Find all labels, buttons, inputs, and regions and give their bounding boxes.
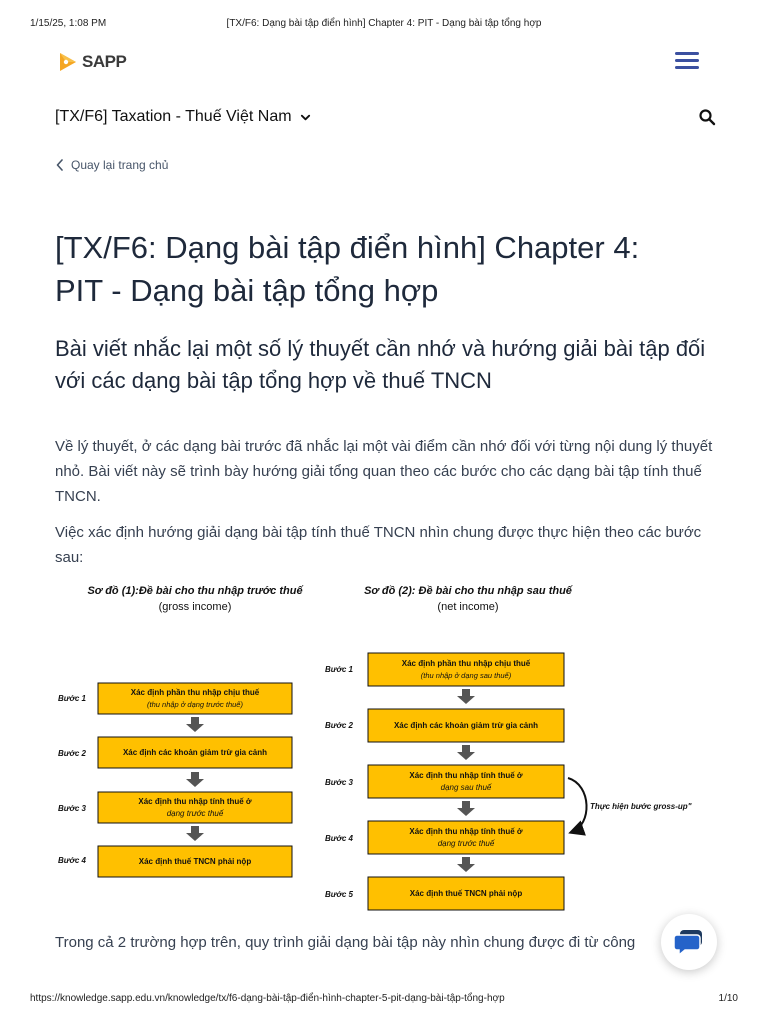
right-step-3-text2: dạng sau thuế (440, 783, 492, 792)
logo-text: SAPP (82, 52, 127, 71)
article-paragraph-1: Về lý thuyết, ở các dạng bài trước đã nhắc lại một vài điểm cần nhớ đối với từng nội dung lý thuyết nhỏ. Bài viết này sẽ trình bày hướng giải tổng quan theo các bước cho các dạng bài tập tính thuế TNCN. (55, 438, 713, 505)
left-step-2-text: Xác định các khoản giảm trừ gia cảnh (122, 748, 268, 757)
right-step-4-label: Bước 4 (325, 834, 353, 843)
down-arrow-icon (186, 826, 204, 841)
right-step-4-box (368, 821, 564, 854)
right-step-1-box (368, 653, 564, 686)
left-diagram-subtitle: (gross income) (158, 601, 232, 613)
category-dropdown[interactable] (55, 108, 311, 126)
left-step-3-label: Bước 3 (58, 804, 86, 813)
left-step-1-label: Bước 1 (58, 694, 86, 703)
right-step-5-label: Bước 5 (325, 890, 353, 899)
chat-button[interactable] (661, 914, 717, 970)
left-step-4-label: Bước 4 (58, 856, 86, 865)
right-diagram-subtitle: (net income) (437, 601, 499, 613)
article-paragraph-3: Trong cả 2 trường hợp trên, quy trình giải dạng bài tập này nhìn chung được đi từ công (55, 934, 636, 951)
print-page-count: 1/10 (718, 993, 738, 1004)
pit-process-diagram (50, 580, 710, 920)
hamburger-line (675, 66, 699, 69)
left-diagram-title: Sơ đồ (1):Đề bài cho thu nhập trước thuế (87, 585, 303, 597)
right-step-1-note: (thu nhập ở dạng sau thuế) (420, 671, 512, 680)
print-date: 1/15/25, 1:08 PM (30, 18, 107, 29)
left-step-2-label: Bước 2 (58, 749, 86, 758)
left-step-4-text: Xác định thuế TNCN phải nộp (138, 857, 252, 866)
hamburger-icon (675, 52, 699, 55)
print-doc-title: [TX/F6: Dạng bài tập điển hình] Chapter 4: PIT - Dạng bài tập tổng hợp (226, 18, 542, 29)
right-step-4-text2: dạng trước thuế (437, 839, 495, 848)
right-step-5-text: Xác định thuế TNCN phải nộp (409, 889, 523, 898)
right-step-3-label: Bước 3 (325, 778, 353, 787)
right-diagram-title: Sơ đồ (2): Đề bài cho thu nhập sau thuế (364, 585, 572, 597)
gross-up-note: Thực hiện bước gross-up" (590, 802, 692, 811)
left-step-3-text2: dạng trước thuế (166, 809, 224, 818)
right-step-2-text: Xác định các khoản giảm trừ gia cảnh (393, 721, 539, 730)
right-step-3-box (368, 765, 564, 798)
back-to-home-link[interactable] (56, 158, 168, 172)
search-icon[interactable] (698, 108, 716, 126)
back-link-label: Quay lại trang chủ (71, 158, 169, 172)
sapp-logo[interactable] (57, 50, 126, 74)
left-step-1-note: (thu nhập ở dạng trước thuế) (147, 700, 243, 709)
right-step-1-label: Bước 1 (325, 665, 353, 674)
page-title: [TX/F6: Dạng bài tập điển hình] Chapter 4: PIT - Dạng bài tập tổng hợp (55, 230, 640, 308)
down-arrow-icon (186, 772, 204, 787)
left-step-3-text: Xác định thu nhập tính thuế ở (138, 797, 252, 806)
right-step-3-text: Xác định thu nhập tính thuế ở (409, 771, 523, 780)
chat-bubble-icon (674, 928, 704, 956)
article-paragraph-2: Việc xác định hướng giải dạng bài tập tính thuế TNCN nhìn chung được thực hiện theo các bước sau: (55, 524, 702, 566)
right-step-4-text: Xác định thu nhập tính thuế ở (409, 827, 523, 836)
chevron-left-icon (56, 159, 64, 171)
down-arrow-icon (457, 689, 475, 704)
hamburger-line (675, 59, 699, 62)
down-arrow-icon (457, 745, 475, 760)
down-arrow-icon (186, 717, 204, 732)
gross-up-curved-arrow-icon (568, 778, 587, 832)
sapp-logo-icon (57, 50, 79, 74)
print-url: https://knowledge.sapp.edu.vn/knowledge/tx/f6-dạng-bài-tập-điển-hình-chapter-5-pit-dạng-bài-tập-tổng-hợp (30, 993, 505, 1004)
down-arrow-icon (457, 801, 475, 816)
left-step-1-text: Xác định phần thu nhập chịu thuế (130, 688, 260, 697)
menu-button[interactable] (675, 52, 699, 72)
right-step-2-label: Bước 2 (325, 721, 353, 730)
article-subtitle: Bài viết nhắc lại một số lý thuyết cần nhớ và hướng giải bài tập đối với các dạng bài tập tổng hợp về thuế TNCN (55, 336, 706, 393)
right-step-1-text: Xác định phần thu nhập chịu thuế (401, 659, 531, 668)
chevron-down-icon (300, 112, 311, 123)
category-label: [TX/F6] Taxation - Thuế Việt Nam (55, 108, 292, 125)
down-arrow-icon (457, 857, 475, 872)
